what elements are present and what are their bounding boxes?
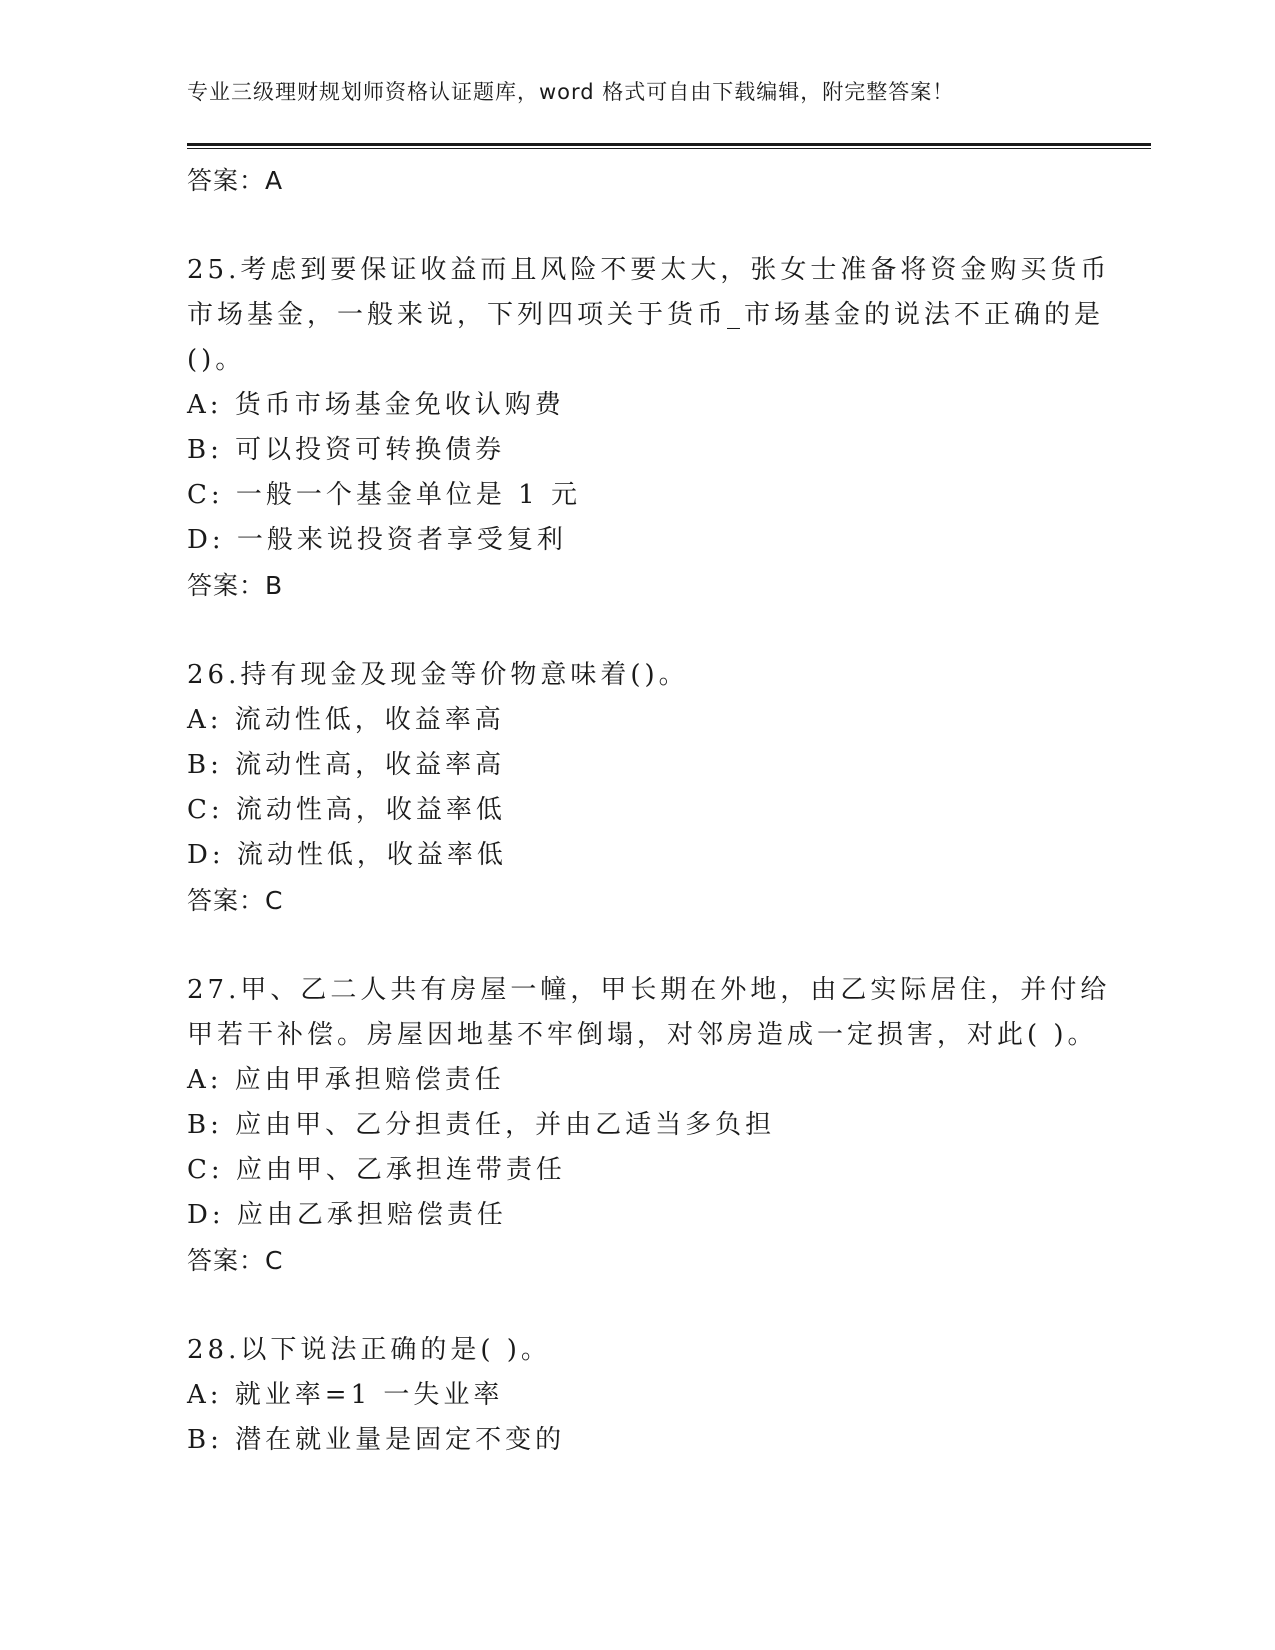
blank-line xyxy=(187,203,1087,248)
answer-line: 答案：B xyxy=(187,571,284,600)
question-block xyxy=(187,1328,1087,1463)
page-header: 专业三级理财规划师资格认证题库，word 格式可自由下载编辑，附完整答案！ xyxy=(187,80,955,104)
option-c: C: 流动性高，收益率低 xyxy=(187,795,506,825)
question-text: 25.考虑到要保证收益而且风险不要太大，张女士准备将资金购买货币 xyxy=(187,255,1111,285)
option-a: A: 应由甲承担赔偿责任 xyxy=(187,1065,505,1095)
option-d: D: 应由乙承担赔偿责任 xyxy=(187,1200,507,1230)
option-a: A: 流动性低，收益率高 xyxy=(187,705,505,735)
question-list xyxy=(187,158,1111,1463)
answer-line: 答案：C xyxy=(187,1246,284,1275)
question-block xyxy=(187,968,1111,1283)
question-block xyxy=(187,248,1111,608)
option-c: C: 应由甲、乙承担连带责任 xyxy=(187,1155,566,1185)
option-a: A: 货币市场基金免收认购费 xyxy=(187,390,565,420)
option-b: B: 潜在就业量是固定不变的 xyxy=(187,1425,566,1455)
option-c: C: 一般一个基金单位是 1 元 xyxy=(187,480,581,510)
blank-line xyxy=(187,1283,1087,1328)
answer-line: 答案：A xyxy=(187,166,284,195)
question-text: ()。 xyxy=(187,345,246,375)
blank-line xyxy=(187,608,1087,653)
option-b: B: 可以投资可转换债券 xyxy=(187,435,506,465)
question-text: 市场基金，一般来说，下列四项关于货币_市场基金的说法不正确的是 xyxy=(187,300,1105,330)
answer-line: 答案：C xyxy=(187,886,284,915)
question-text: 26.持有现金及现金等价物意味着()。 xyxy=(187,660,689,690)
option-d: D: 流动性低，收益率低 xyxy=(187,840,507,870)
option-d: D: 一般来说投资者享受复利 xyxy=(187,525,567,555)
question-block xyxy=(187,653,1087,923)
option-a: A: 就业率=1 一失业率 xyxy=(187,1380,504,1410)
header-rule-thin xyxy=(187,148,1151,149)
header-rule-thick xyxy=(187,143,1151,146)
option-b: B: 流动性高，收益率高 xyxy=(187,750,506,780)
option-b: B: 应由甲、乙分担责任，并由乙适当多负担 xyxy=(187,1110,776,1140)
question-text: 27.甲、乙二人共有房屋一幢，甲长期在外地，由乙实际居住，并付给 xyxy=(187,975,1111,1005)
blank-line xyxy=(187,923,1087,968)
question-text: 28.以下说法正确的是( )。 xyxy=(187,1335,551,1365)
question-text: 甲若干补偿。房屋因地基不牢倒塌，对邻房造成一定损害，对此( )。 xyxy=(187,1020,1098,1050)
